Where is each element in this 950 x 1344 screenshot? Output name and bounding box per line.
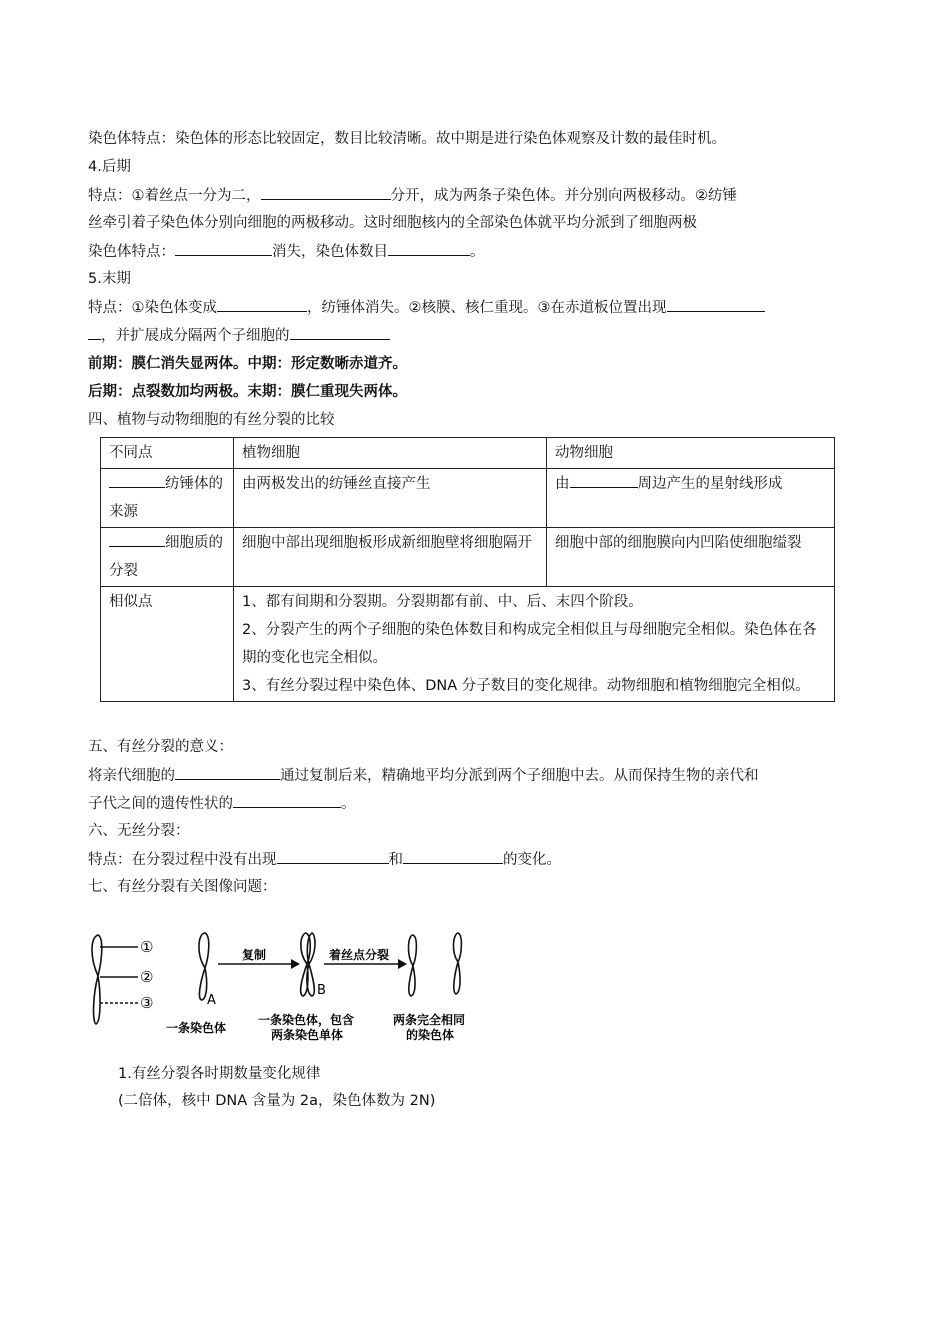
subsection-1-heading: 1.有丝分裂各时期数量变化规律 [118, 1066, 321, 1082]
mnemonic-line-1: 前期：膜仁消失显两体。中期：形定数晰赤道齐。 [88, 356, 407, 372]
section-4-heading: 四、植物与动物细胞的有丝分裂的比较 [88, 412, 335, 428]
telophase-feature-line-2 [88, 325, 390, 346]
caption-identical-2: 的染色体 [406, 1028, 455, 1042]
table-cell [547, 469, 835, 528]
text-segment: 。 [341, 796, 356, 812]
table-cell [101, 469, 234, 528]
telophase-feature-line [88, 297, 765, 318]
fill-blank[interactable] [403, 849, 503, 864]
similarity-point: 1、都有间期和分裂期。分裂期都有前、中、后、末四个阶段。 [242, 594, 643, 610]
label-b: B [317, 983, 326, 998]
table-row [101, 587, 835, 702]
fill-blank[interactable] [233, 793, 341, 808]
text-segment: 子代之间的遗传性状的 [88, 796, 233, 812]
arrow-label-copy: 复制 [242, 948, 267, 962]
text-segment: 消失，染色体数目 [272, 244, 388, 260]
marker-3: ③ [140, 994, 154, 1012]
text-segment: 。 [470, 244, 485, 260]
fill-blank[interactable] [109, 532, 165, 547]
chromosome-shape [453, 933, 461, 994]
fill-blank[interactable] [109, 473, 165, 488]
cell-text: 细胞质的分裂 [109, 535, 223, 579]
fill-blank[interactable] [570, 473, 638, 488]
arrow-head [398, 959, 407, 969]
anaphase-feature-line-2: 丝牵引着子染色体分别向细胞的两极移动。这时细胞核内的全部染色体就平均分派到了细胞两极 [88, 215, 697, 231]
cell-text: 由 [555, 476, 570, 492]
arrow-head [291, 959, 300, 969]
text-segment: 特点：在分裂过程中没有出现 [88, 852, 277, 868]
caption-two-chromatids-1: 一条染色体，包含 [258, 1013, 355, 1027]
similarity-point: 3、有丝分裂过程中染色体、DNA 分子数目的变化规律。动物细胞和植物细胞完全相似。 [242, 678, 810, 694]
text-segment: 的变化。 [503, 852, 561, 868]
fill-blank[interactable] [261, 185, 391, 200]
chromosome-shape [199, 933, 209, 1000]
anaphase-heading: 4.后期 [88, 159, 131, 175]
table-cell: 由两极发出的纺锤丝直接产生 [234, 469, 547, 528]
table-header-cell: 不同点 [101, 438, 234, 469]
fill-blank[interactable] [667, 297, 765, 312]
fill-blank[interactable] [277, 849, 389, 864]
subsection-1-note: (二倍体，核中 DNA 含量为 2a，染色体数为 2N) [118, 1093, 436, 1109]
table-row [101, 469, 835, 528]
label-a: A [207, 993, 216, 1008]
text-segment: 特点：①着丝点一分为二， [88, 188, 261, 204]
table-cell: 相似点 [101, 587, 234, 702]
section-5-heading: 五、有丝分裂的意义： [88, 739, 233, 755]
caption-two-chromatids-2: 两条染色单体 [271, 1028, 344, 1042]
significance-line-2 [88, 793, 356, 814]
chromosome-diagram [86, 928, 486, 1053]
text-segment: 染色体特点： [88, 244, 175, 260]
significance-line [88, 765, 759, 786]
table-cell: 细胞中部的细胞膜向内凹陷使细胞缢裂 [547, 528, 835, 587]
text-segment: 通过复制后来，精确地平均分派到两个子细胞中去。从而保持生物的亲代和 [280, 768, 759, 784]
marker-2: ② [140, 968, 154, 986]
comparison-table [100, 437, 835, 702]
anaphase-feature-line [88, 185, 737, 206]
caption-identical-1: 两条完全相同 [393, 1013, 466, 1027]
section-6-heading: 六、无丝分裂： [88, 823, 190, 839]
text-segment: ，并扩展成分隔两个子细胞的 [101, 328, 290, 344]
amitosis-feature-line [88, 849, 561, 870]
telophase-heading: 5.末期 [88, 271, 131, 287]
table-header-cell: 动物细胞 [547, 438, 835, 469]
table-header-cell: 植物细胞 [234, 438, 547, 469]
text-segment: 将亲代细胞的 [88, 768, 175, 784]
fill-blank[interactable] [388, 241, 470, 256]
fill-blank[interactable] [88, 325, 101, 340]
fill-blank[interactable] [290, 325, 390, 340]
cell-text: 周边产生的星射线形成 [637, 476, 783, 492]
similarity-point: 2、分裂产生的两个子细胞的染色体数目和构成完全相似且与母细胞完全相似。染色体在各期的变化也完全相似。 [242, 622, 817, 666]
arrow-label-split: 着丝点分裂 [329, 948, 390, 962]
fill-blank[interactable] [175, 241, 272, 256]
chromatid-shape [307, 933, 315, 996]
caption-one-chromosome: 一条染色体 [166, 1021, 227, 1035]
table-cell [234, 587, 835, 702]
text-segment: ，纺锤体消失。②核膜、核仁重现。③在赤道板位置出现 [307, 300, 667, 316]
table-cell [101, 528, 234, 587]
metaphase-chromosome-feature: 染色体特点：染色体的形态比较固定，数目比较清晰。故中期是进行染色体观察及计数的最佳时机。 [88, 131, 726, 147]
fill-blank[interactable] [217, 297, 307, 312]
anaphase-chromosome-feature [88, 241, 485, 262]
fill-blank[interactable] [175, 765, 280, 780]
chromosome-shape [408, 935, 416, 996]
cell-text: 纺锤体的来源 [109, 476, 223, 520]
table-row [101, 438, 835, 469]
chromosome-shape [92, 935, 102, 1024]
table-row [101, 528, 835, 587]
section-7-heading: 七、有丝分裂有关图像问题： [88, 879, 277, 895]
text-segment: 和 [388, 852, 403, 868]
text-segment: 特点：①染色体变成 [88, 300, 217, 316]
mnemonic-line-2: 后期：点裂数加均两极。末期：膜仁重现失两体。 [88, 384, 407, 400]
marker-1: ① [140, 938, 154, 956]
table-cell: 细胞中部出现细胞板形成新细胞壁将细胞隔开 [234, 528, 547, 587]
text-segment: 分开，成为两条子染色体。并分别向两极移动。②纺锤 [390, 188, 737, 204]
